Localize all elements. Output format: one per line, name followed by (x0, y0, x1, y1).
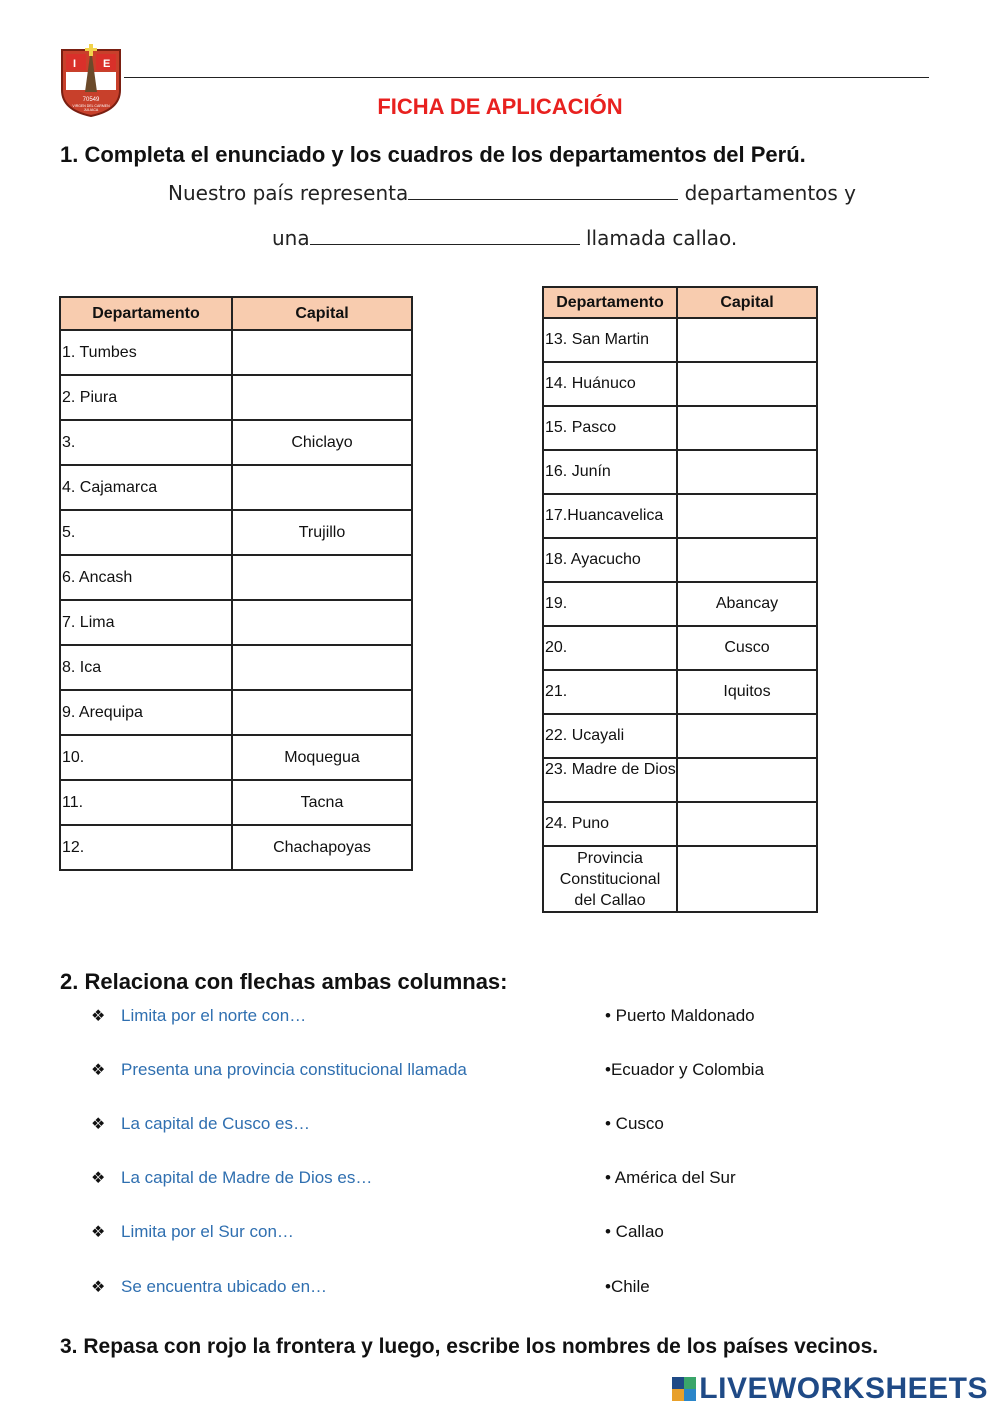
capital-cell[interactable] (232, 330, 412, 375)
capital-cell: Cusco (677, 626, 817, 670)
diamond-bullet-icon: ❖ (91, 1279, 106, 1296)
capital-cell: Iquitos (677, 670, 817, 714)
diamond-bullet-icon: ❖ (91, 1224, 106, 1241)
capital-cell[interactable] (677, 758, 817, 802)
name-line[interactable] (124, 77, 929, 78)
relation-row (0, 1168, 1000, 1192)
statement-line1-end: departamentos y (684, 181, 857, 205)
department-cell: 22. Ucayali (543, 714, 677, 758)
department-cell: 24. Puno (543, 802, 677, 846)
callao-label-line: del Callao (574, 891, 646, 909)
logo-letter-e: E (103, 58, 111, 70)
table-row (60, 735, 412, 780)
table-row (60, 555, 412, 600)
table-row (543, 362, 817, 406)
departments-table-left (59, 296, 413, 871)
section1-heading: 1. Completa el enunciado y los cuadros de los departamentos del Perú. (60, 142, 806, 167)
column-header-department: Departamento (543, 287, 677, 318)
relation-right-item[interactable]: •Ecuador y Colombia (605, 1060, 765, 1079)
liveworksheets-logo-icon (672, 1377, 696, 1401)
table-row (543, 538, 817, 582)
relation-right-item[interactable]: • Cusco (605, 1114, 664, 1133)
relation-row (0, 1114, 1000, 1138)
department-cell[interactable]: 5. (60, 510, 232, 555)
capital-cell[interactable] (677, 406, 817, 450)
department-cell: 6. Ancash (60, 555, 232, 600)
relation-right-item[interactable]: • América del Sur (605, 1168, 736, 1187)
column-header-capital: Capital (677, 287, 817, 318)
diamond-bullet-icon: ❖ (91, 1170, 106, 1187)
callao-label-line: Constitucional (559, 870, 661, 888)
table-row (60, 600, 412, 645)
department-cell: 13. San Martin (543, 318, 677, 362)
relation-row (0, 1222, 1000, 1246)
logo-number: 70549 (82, 97, 100, 103)
callao-department-cell (543, 846, 677, 912)
table-row (60, 780, 412, 825)
relation-left-item[interactable]: La capital de Madre de Dios es… (121, 1168, 373, 1187)
table-row (60, 690, 412, 735)
relation-right-item[interactable]: • Puerto Maldonado (605, 1006, 755, 1025)
department-cell: 18. Ayacucho (543, 538, 677, 582)
table-row (543, 758, 817, 802)
department-cell[interactable]: 21. (543, 670, 677, 714)
capital-cell[interactable] (677, 450, 817, 494)
table-row (60, 825, 412, 870)
statement-line2-start: una (272, 226, 310, 250)
diamond-bullet-icon: ❖ (91, 1062, 106, 1079)
relation-left-item[interactable]: Presenta una provincia constitucional llamada (121, 1060, 467, 1079)
logo-letter-i: I (73, 58, 77, 70)
table-row (543, 626, 817, 670)
capital-cell[interactable] (677, 846, 817, 912)
table-row (543, 714, 817, 758)
capital-cell[interactable] (232, 690, 412, 735)
department-cell[interactable]: 11. (60, 780, 232, 825)
table-row (60, 645, 412, 690)
page-title: FICHA DE APLICACIÓN (377, 94, 623, 119)
table-row (543, 450, 817, 494)
department-cell: 8. Ica (60, 645, 232, 690)
callao-label-line: Provincia (577, 849, 643, 867)
relation-row (0, 1006, 1000, 1030)
capital-cell[interactable] (677, 714, 817, 758)
statement-line2-end: llamada callao. (585, 226, 738, 250)
statement-line-2 (272, 226, 737, 250)
department-cell: 4. Cajamarca (60, 465, 232, 510)
section2-heading: 2. Relaciona con flechas ambas columnas: (60, 969, 508, 994)
table-row (543, 318, 817, 362)
diamond-bullet-icon: ❖ (91, 1008, 106, 1025)
table-row (543, 802, 817, 846)
department-cell[interactable]: 10. (60, 735, 232, 780)
department-cell: 17.Huancavelica (543, 494, 677, 538)
relation-left-item[interactable]: La capital de Cusco es… (121, 1114, 310, 1133)
relation-right-item[interactable]: • Callao (605, 1222, 664, 1241)
table-row (60, 420, 412, 465)
table-row (60, 330, 412, 375)
column-header-department: Departamento (60, 297, 232, 330)
relation-left-item[interactable]: Se encuentra ubicado en… (121, 1277, 328, 1296)
capital-cell[interactable] (677, 802, 817, 846)
capital-cell[interactable] (232, 375, 412, 420)
capital-cell[interactable] (232, 465, 412, 510)
relation-right-item[interactable]: •Chile (605, 1277, 650, 1296)
brand-name: LIVEWORKSHEETS (699, 1372, 988, 1405)
table-row-callao (543, 846, 817, 912)
capital-cell: Chachapoyas (232, 825, 412, 870)
capital-cell[interactable] (677, 318, 817, 362)
capital-cell: Moquegua (232, 735, 412, 780)
relation-left-item[interactable]: Limita por el norte con… (121, 1006, 307, 1025)
department-cell[interactable]: 3. (60, 420, 232, 465)
department-cell: 23. Madre de Dios (543, 758, 677, 802)
relation-row (0, 1060, 1000, 1084)
table-row (60, 375, 412, 420)
diamond-bullet-icon: ❖ (91, 1116, 106, 1133)
department-cell[interactable]: 19. (543, 582, 677, 626)
capital-cell[interactable] (677, 494, 817, 538)
department-cell[interactable]: 20. (543, 626, 677, 670)
capital-cell: Tacna (232, 780, 412, 825)
capital-cell[interactable] (232, 555, 412, 600)
logo-city: JULIACA (83, 108, 99, 112)
table-row (543, 582, 817, 626)
capital-cell: Abancay (677, 582, 817, 626)
blank-number-departments[interactable] (408, 182, 678, 200)
capital-cell: Chiclayo (232, 420, 412, 465)
table-row (60, 510, 412, 555)
department-cell[interactable]: 12. (60, 825, 232, 870)
table-row (543, 494, 817, 538)
table-row (60, 465, 412, 510)
relation-left-item[interactable]: Limita por el Sur con… (121, 1222, 294, 1241)
departments-table-right (542, 286, 818, 913)
capital-cell[interactable] (677, 538, 817, 582)
capital-cell[interactable] (232, 600, 412, 645)
capital-cell: Trujillo (232, 510, 412, 555)
department-cell: 2. Piura (60, 375, 232, 420)
section3-heading: 3. Repasa con rojo la frontera y luego, escribe los nombres de los países vecinos. (60, 1335, 879, 1358)
relation-row (0, 1277, 1000, 1301)
statement-line1-start: Nuestro país representa (168, 181, 409, 205)
column-header-capital: Capital (232, 297, 412, 330)
table-row (543, 406, 817, 450)
capital-cell[interactable] (232, 645, 412, 690)
department-cell: 1. Tumbes (60, 330, 232, 375)
department-cell: 14. Huánuco (543, 362, 677, 406)
department-cell: 15. Pasco (543, 406, 677, 450)
table-row (543, 670, 817, 714)
department-cell: 7. Lima (60, 600, 232, 645)
liveworksheets-brand (672, 1372, 988, 1406)
blank-callao-type[interactable] (310, 227, 580, 245)
capital-cell[interactable] (677, 362, 817, 406)
logo-school-name: VIRGEN DEL CARMEN (72, 104, 110, 108)
department-cell: 9. Arequipa (60, 690, 232, 735)
department-cell: 16. Junín (543, 450, 677, 494)
statement-line-1 (168, 181, 856, 205)
